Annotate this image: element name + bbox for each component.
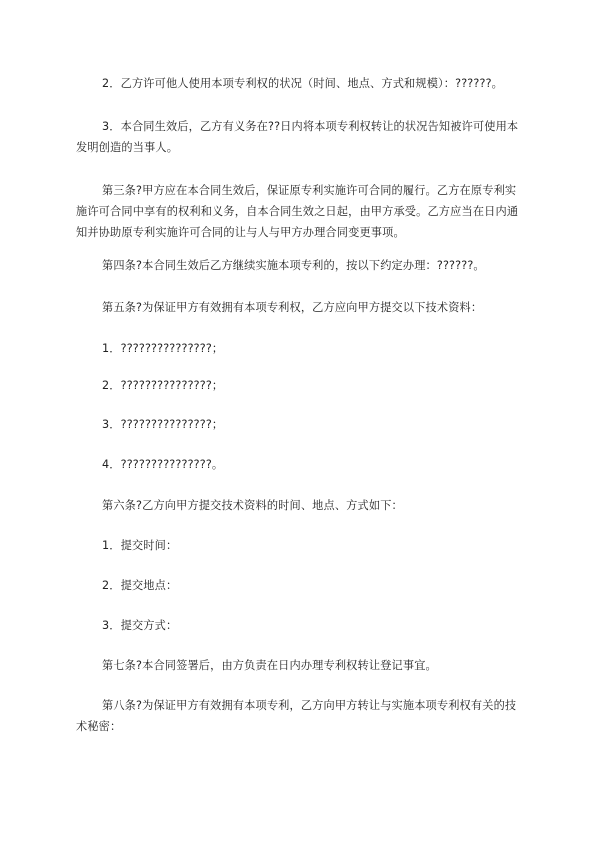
paragraph-article-3: 第三条?甲方应在本合同生效后，保证原专利实施许可合同的履行。乙方在原专利实施许可合同中享有的权利和义务，自本合同生效之日起，由甲方承受。乙方应当在日内通知并协助原专利实施许可合同的让与人与甲方办理合同变更事项。 — [76, 184, 519, 239]
paragraph-article-8: 第八条?为保证甲方有效拥有本项专利，乙方向甲方转让与实施本项专利权有关的技术秘密： — [76, 699, 517, 733]
list-item-tech-doc-1: 1．???????????????； — [102, 342, 224, 355]
list-item-submit-method: 3．提交方式： — [102, 619, 178, 632]
paragraph-article-4: 第四条?本合同生效后乙方继续实施本项专利的，按以下约定办理：??????。 — [102, 259, 485, 272]
list-item-tech-doc-3: 3．???????????????； — [102, 418, 224, 431]
paragraph-article-7: 第七条?本合同签署后，由方负责在日内办理专利权转让登记事宜。 — [102, 659, 437, 672]
paragraph-article-6: 第六条?乙方向甲方提交技术资料的时间、地点、方式如下： — [102, 499, 403, 512]
paragraph-article-5: 第五条?为保证甲方有效拥有本项专利权，乙方应向甲方提交以下技术资料： — [102, 301, 483, 314]
list-item-submit-place: 2．提交地点： — [102, 579, 178, 592]
paragraph-clause-2-3: 3．本合同生效后，乙方有义务在??日内将本项专利权转让的状况告知被许可使用本发明创造的当事人。 — [76, 120, 519, 154]
list-item-submit-time: 1．提交时间： — [102, 539, 178, 552]
paragraph-clause-2-2: 2．乙方许可他人使用本项专利权的状况（时间、地点、方式和规模）：??????。 — [102, 77, 503, 90]
list-item-tech-doc-4: 4．???????????????。 — [102, 458, 224, 471]
list-item-tech-doc-2: 2．???????????????； — [102, 379, 224, 392]
